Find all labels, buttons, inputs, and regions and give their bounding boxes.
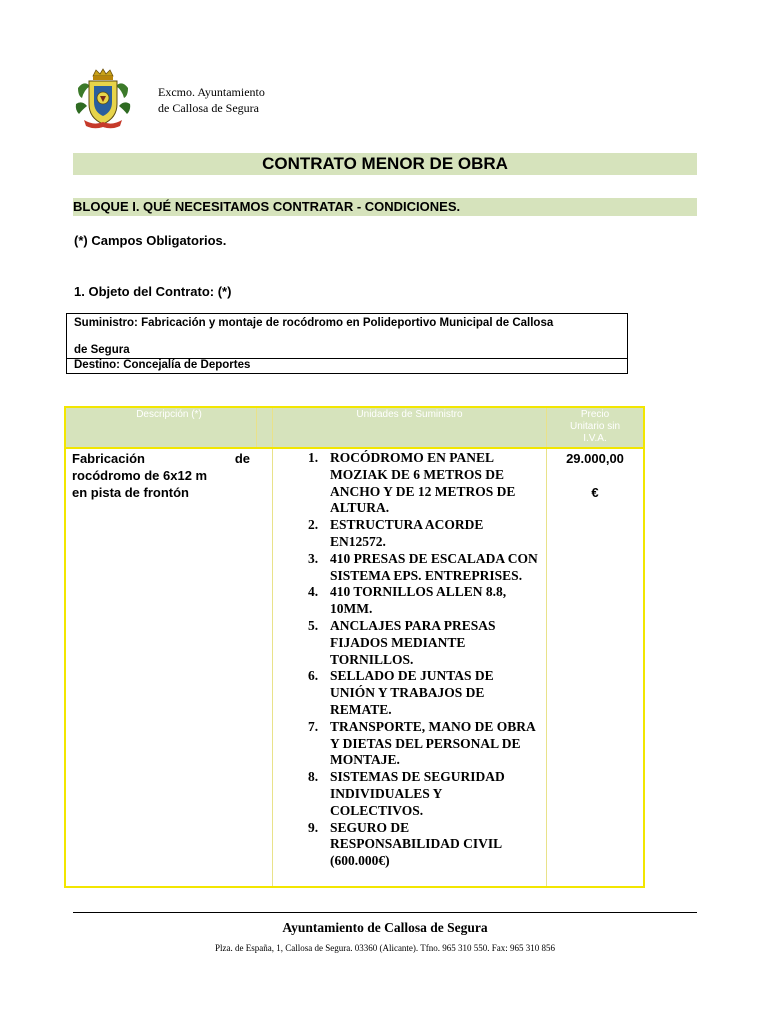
object-supply-line1: Suministro: Fabricación y montaje de rocódromo en Polideportivo Municipal de Callosa [74,317,554,329]
description-word-right: de [234,451,250,466]
list-item [274,769,538,819]
mandatory-fields-note: (*) Campos Obligatorios. [74,233,227,248]
item-text: SEGURO DE RESPONSABILIDAD CIVIL (600.000€) [330,819,502,869]
item-number: 6. [308,668,319,684]
column-divider-1 [272,408,273,886]
header-description-label: Descripción (*) [136,409,202,420]
description-word-left: Fabricación [72,451,145,466]
item-text: TRANSPORTE, MANO DE OBRA Y DIETAS DEL PERSONAL DE MONTAJE. [330,718,536,768]
org-name-line2: de Callosa de Segura [158,101,259,115]
list-item [274,584,538,618]
footer-divider [73,912,697,913]
description-cell [72,450,250,501]
list-item [274,551,538,585]
price-value: 29.000,00 [566,451,624,466]
header-inner-divider [256,408,257,447]
item-number: 9. [308,819,319,835]
footer-address: Plza. de España, 1, Callosa de Segura. 03360 (Alicante). Tfno. 965 310 550. Fax: 965 310 856 [214,943,556,953]
header-description [66,408,272,448]
list-item [274,450,538,517]
item-text: 410 TORNILLOS ALLEN 8.8, 10MM. [330,584,507,617]
supply-table [64,406,645,888]
description-line3: en pista de frontón [72,485,189,500]
item-number: 3. [308,550,319,566]
item-text: SISTEMAS DE SEGURIDAD INDIVIDUALES Y COLECTIVOS. [330,769,505,818]
list-item [274,618,538,668]
footer-org-name: Ayuntamiento de Callosa de Segura [282,920,488,935]
block-heading: BLOQUE I. QUÉ NECESITAMOS CONTRATAR - CONDICIONES. [73,198,697,216]
description-line2: rocódromo de 6x12 m [72,468,208,483]
object-destination: Destino: Concejalía de Deportes [74,359,251,371]
item-number: 7. [308,718,319,734]
list-item [274,668,538,718]
coat-of-arms-icon [74,68,132,130]
item-number: 8. [308,769,319,785]
list-item [274,517,538,551]
column-divider-2 [546,408,547,886]
item-number: 2. [308,517,319,533]
price-cell [549,450,641,501]
object-heading: 1. Objeto del Contrato: (*) [74,284,232,299]
item-text: ANCLAJES PARA PRESAS FIJADOS MEDIANTE TORNILLOS. [330,617,496,667]
item-text: 410 PRESAS DE ESCALADA CON SISTEMA EPS. ENTREPRISES. [330,550,538,583]
item-text: ESTRUCTURA ACORDE EN12572. [330,517,484,549]
supply-items-list [274,450,538,870]
header-units [273,408,546,448]
price-currency: € [591,485,599,500]
item-number: 4. [308,584,319,600]
object-supply-line2: de Segura [74,344,130,356]
item-number: 1. [308,450,319,465]
description-line1 [72,450,250,467]
header-price [547,408,643,448]
org-name-line1: Excmo. Ayuntamiento [158,85,265,99]
header-price-line1: Precio [580,409,610,420]
list-item [274,719,538,769]
object-box [66,313,628,374]
item-text: ROCÓDROMO EN PANEL MOZIAK DE 6 METROS DE ANCHO Y DE 12 METROS DE ALTURA. [330,450,516,516]
list-item [274,820,538,870]
header-price-line2: Unitario sin [569,421,621,432]
item-text: SELLADO DE JUNTAS DE UNIÓN Y TRABAJOS DE REMATE. [330,668,494,717]
header-units-label: Unidades de Suministro [356,409,463,420]
header-price-line3: I.V.A. [583,433,607,444]
header-row-divider [66,447,643,449]
document-title: CONTRATO MENOR DE OBRA [73,153,697,175]
item-number: 5. [308,617,319,633]
